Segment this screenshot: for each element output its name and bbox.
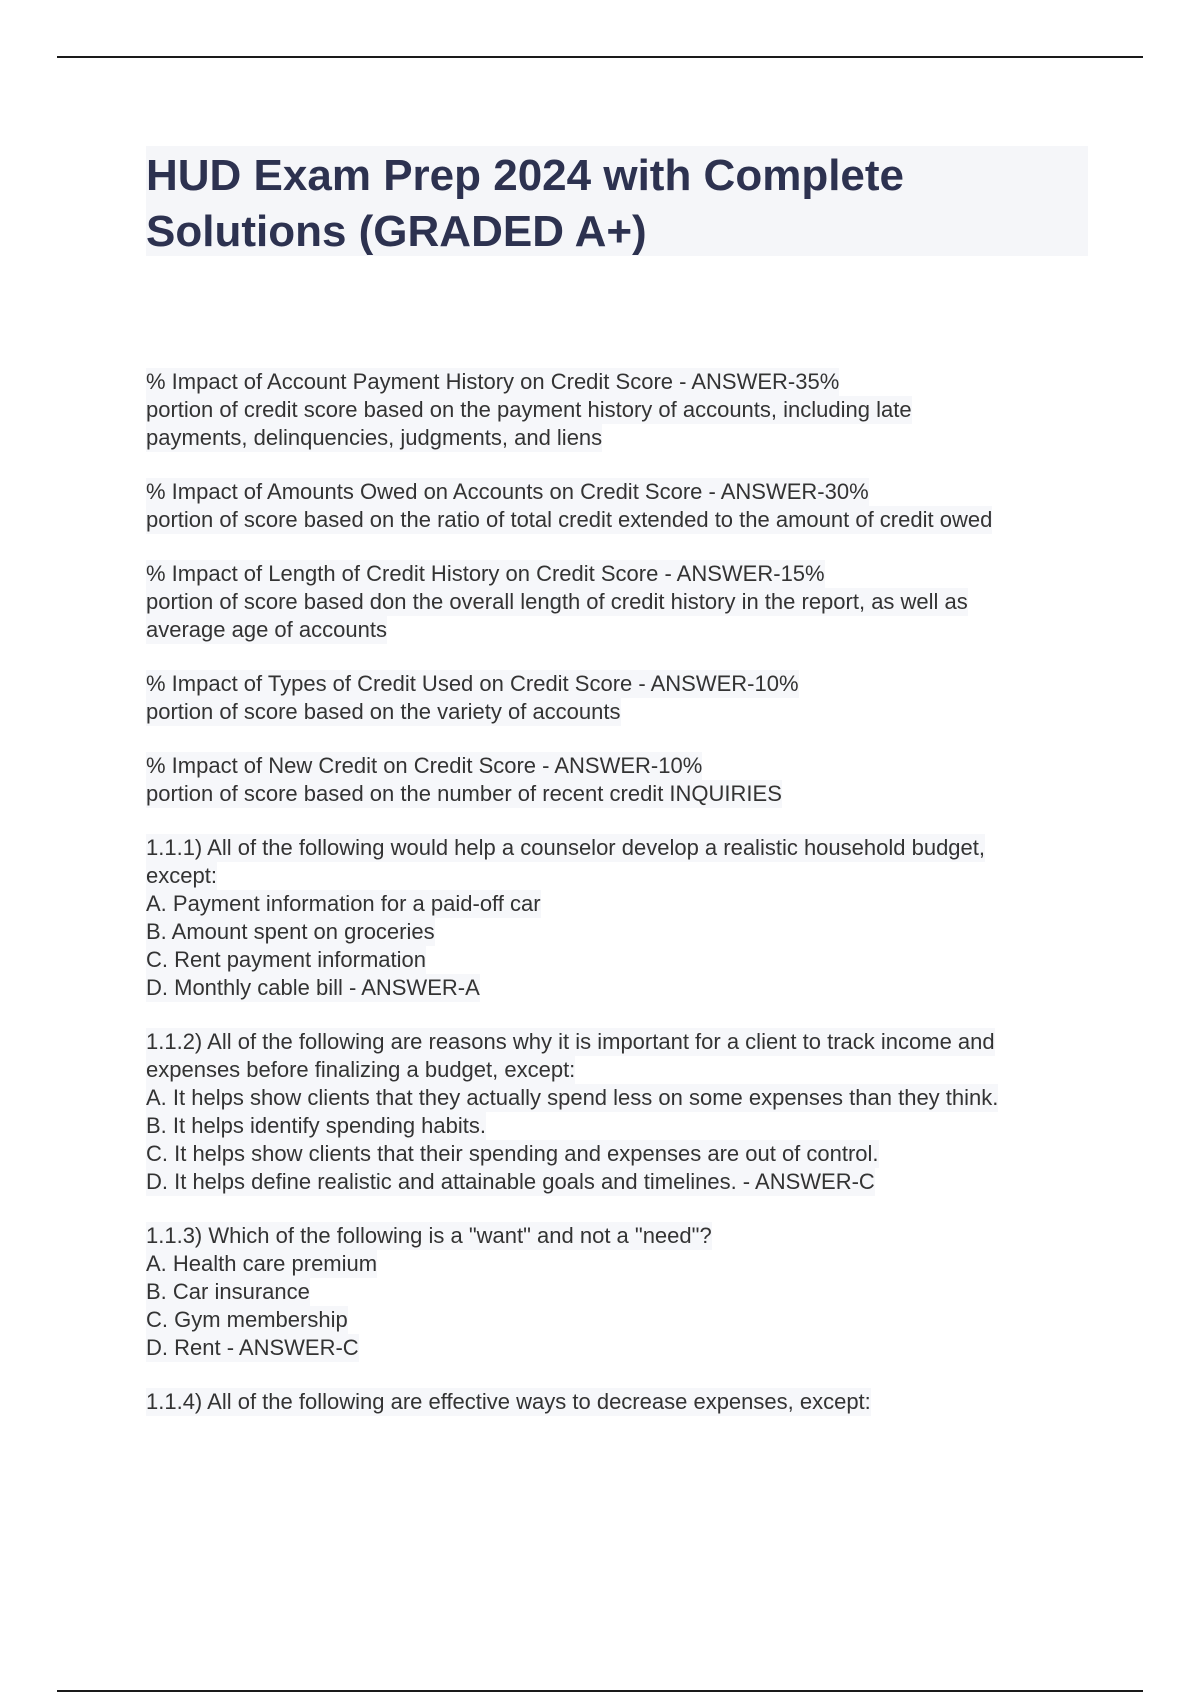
qa-text-line: expenses before finalizing a budget, except: — [146, 1057, 576, 1082]
title-block — [146, 146, 1088, 256]
qa-question-line: 1.1.2) All of the following are reasons why it is important for a client to track income and — [146, 1029, 995, 1054]
qa-text-line: B. Amount spent on groceries — [146, 919, 435, 944]
qa-question-line: % Impact of New Credit on Credit Score - ANSWER-10% — [146, 753, 703, 778]
qa-text-line: C. Rent payment information — [146, 947, 427, 972]
qa-question-line: % Impact of Types of Credit Used on Credit Score - ANSWER-10% — [146, 671, 799, 696]
qa-text-line: portion of score based on the variety of accounts — [146, 699, 621, 724]
qa-item — [146, 368, 1106, 452]
qa-text-line: portion of score based don the overall length of credit history in the report, as well as — [146, 589, 968, 614]
qa-text-line: D. Monthly cable bill - ANSWER-A — [146, 975, 480, 1000]
qa-item — [146, 560, 1106, 644]
qa-question-line: % Impact of Length of Credit History on Credit Score - ANSWER-15% — [146, 561, 825, 586]
qa-item — [146, 1222, 1106, 1362]
qa-text-line: C. It helps show clients that their spending and expenses are out of control. — [146, 1141, 879, 1166]
qa-text-line: B. It helps identify spending habits. — [146, 1113, 486, 1138]
qa-text-line: C. Gym membership — [146, 1307, 348, 1332]
qa-item — [146, 834, 1106, 1002]
document-title: HUD Exam Prep 2024 with Complete Solutions (GRADED A+) — [146, 151, 905, 256]
qa-item — [146, 752, 1106, 808]
qa-text-line: A. Payment information for a paid-off car — [146, 891, 541, 916]
qa-text-line: A. It helps show clients that they actually spend less on some expenses than they think. — [146, 1085, 999, 1110]
qa-text-line: D. Rent - ANSWER-C — [146, 1335, 359, 1360]
qa-text-line: portion of score based on the ratio of total credit extended to the amount of credit owed — [146, 507, 993, 532]
qa-text-line: portion of score based on the number of recent credit INQUIRIES — [146, 781, 782, 806]
qa-item — [146, 1388, 1106, 1416]
qa-text-line: portion of credit score based on the payment history of accounts, including late — [146, 397, 912, 422]
qa-question-line: % Impact of Account Payment History on Credit Score - ANSWER-35% — [146, 369, 840, 394]
qa-text-line: D. It helps define realistic and attainable goals and timelines. - ANSWER-C — [146, 1169, 875, 1194]
qa-item — [146, 670, 1106, 726]
qa-question-line: 1.1.3) Which of the following is a "want" and not a "need"? — [146, 1223, 712, 1248]
qa-text-line: A. Health care premium — [146, 1251, 378, 1276]
header-rule — [57, 56, 1143, 58]
qa-text-line: B. Car insurance — [146, 1279, 310, 1304]
qa-question-line: % Impact of Amounts Owed on Accounts on Credit Score - ANSWER-30% — [146, 479, 869, 504]
footer-rule — [57, 1690, 1143, 1692]
qa-item — [146, 1028, 1106, 1196]
qa-question-line: 1.1.4) All of the following are effective ways to decrease expenses, except: — [146, 1389, 871, 1414]
qa-text-line: except: — [146, 863, 217, 888]
document-body — [146, 368, 1106, 1442]
qa-text-line: average age of accounts — [146, 617, 387, 642]
qa-question-line: 1.1.1) All of the following would help a counselor develop a realistic household budget, — [146, 835, 985, 860]
qa-text-line: payments, delinquencies, judgments, and liens — [146, 425, 603, 450]
qa-item — [146, 478, 1106, 534]
